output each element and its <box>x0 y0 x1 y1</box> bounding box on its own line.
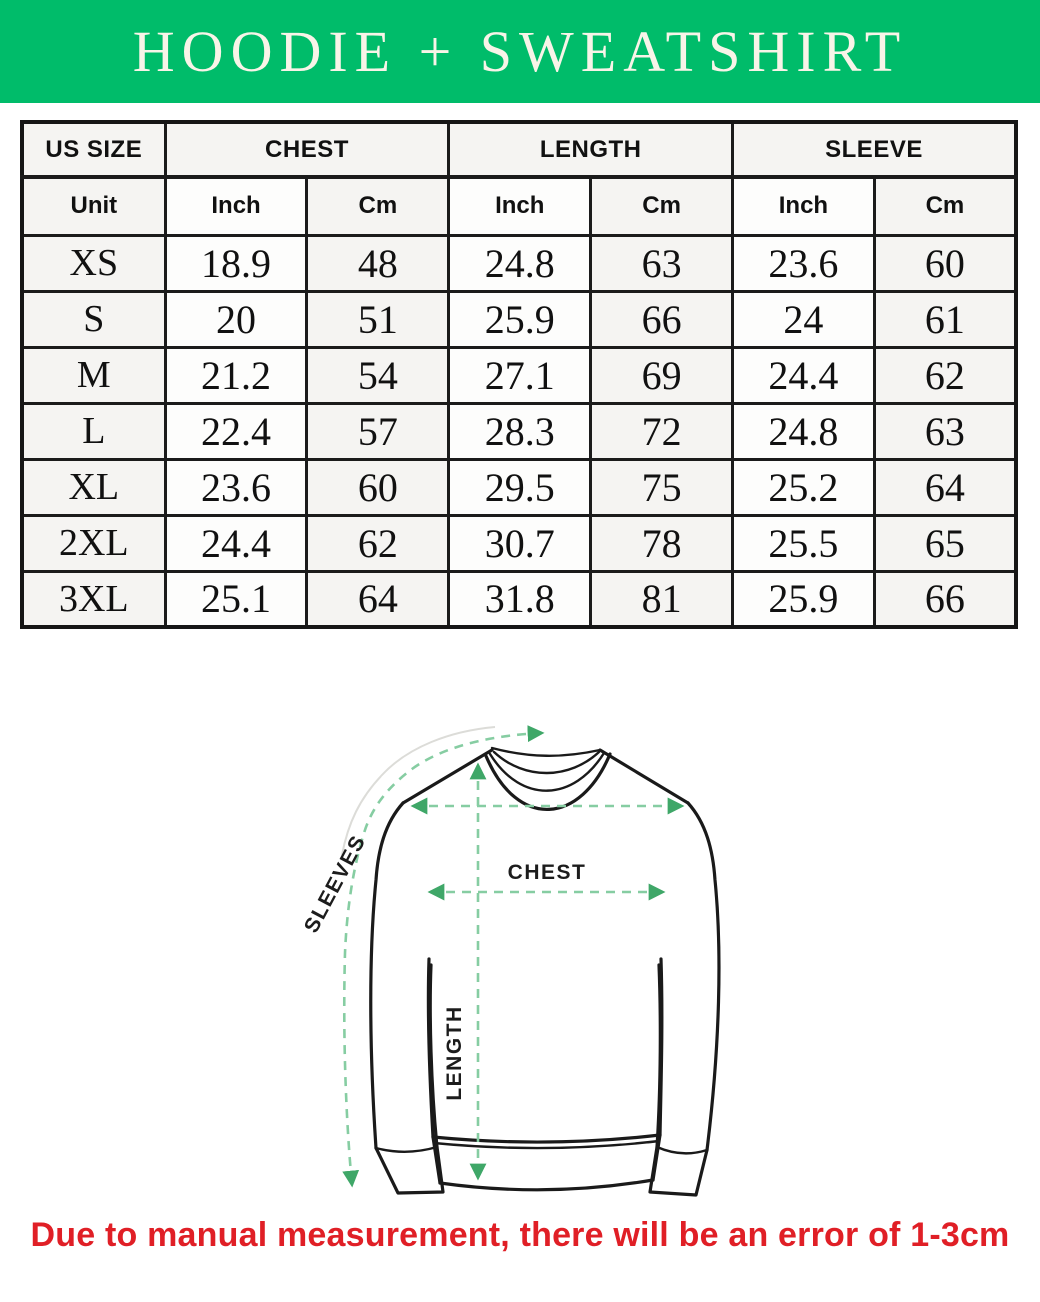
chest-inch-value: 21.2 <box>165 347 307 403</box>
sleeve-cm-value: 62 <box>874 347 1016 403</box>
title-banner <box>0 0 1040 103</box>
chest-cm-header: Cm <box>307 177 449 235</box>
chest-inch-value: 25.1 <box>165 571 307 627</box>
chest-inch-header: Inch <box>165 177 307 235</box>
length-inch-value: 29.5 <box>449 459 591 515</box>
chest-inch-value: 24.4 <box>165 515 307 571</box>
col-header-us-size: US SIZE <box>22 122 165 177</box>
size-row-label: XL <box>22 459 165 515</box>
length-inch-value: 31.8 <box>449 571 591 627</box>
length-cm-value: 66 <box>591 291 733 347</box>
length-inch-header: Inch <box>449 177 591 235</box>
sleeve-inch-value: 24.8 <box>733 403 875 459</box>
length-cm-value: 75 <box>591 459 733 515</box>
measurement-note: Due to manual measurement, there will be an error of 1-3cm <box>30 1216 1010 1254</box>
sleeve-inch-value: 24.4 <box>733 347 875 403</box>
table-row-xs <box>22 235 1016 291</box>
size-row-label: XS <box>22 235 165 291</box>
sleeve-cm-value: 65 <box>874 515 1016 571</box>
sleeve-cm-value: 63 <box>874 403 1016 459</box>
sleeve-cm-value: 61 <box>874 291 1016 347</box>
chest-inch-value: 18.9 <box>165 235 307 291</box>
length-inch-value: 28.3 <box>449 403 591 459</box>
table-row-l <box>22 403 1016 459</box>
sleeve-inch-value: 25.9 <box>733 571 875 627</box>
length-label: LENGTH <box>443 1005 466 1101</box>
table-group-header-row <box>22 122 1016 177</box>
sleeve-cm-value: 66 <box>874 571 1016 627</box>
chest-inch-value: 20 <box>165 291 307 347</box>
chest-inch-value: 23.6 <box>165 459 307 515</box>
sweatshirt-outline <box>371 748 719 1195</box>
length-cm-header: Cm <box>591 177 733 235</box>
chest-cm-value: 48 <box>307 235 449 291</box>
sleeve-inch-value: 25.5 <box>733 515 875 571</box>
size-row-label: 2XL <box>22 515 165 571</box>
size-row-label: M <box>22 347 165 403</box>
chest-cm-value: 54 <box>307 347 449 403</box>
size-row-label: L <box>22 403 165 459</box>
length-cm-value: 81 <box>591 571 733 627</box>
size-row-label: 3XL <box>22 571 165 627</box>
ghost-outline <box>342 727 495 855</box>
chest-cm-value: 62 <box>307 515 449 571</box>
length-inch-value: 27.1 <box>449 347 591 403</box>
sleeve-inch-value: 24 <box>733 291 875 347</box>
sweatshirt-illustration <box>300 695 760 1205</box>
length-inch-value: 24.8 <box>449 235 591 291</box>
table-row-s <box>22 291 1016 347</box>
table-unit-header-row <box>22 177 1016 235</box>
sweatshirt-diagram <box>300 695 760 1205</box>
chest-cm-value: 60 <box>307 459 449 515</box>
chest-inch-value: 22.4 <box>165 403 307 459</box>
chest-label: CHEST <box>507 861 587 884</box>
sleeve-cm-value: 64 <box>874 459 1016 515</box>
measurement-arrows <box>344 733 682 1185</box>
col-header-length: LENGTH <box>449 122 733 177</box>
chest-cm-value: 64 <box>307 571 449 627</box>
length-cm-value: 78 <box>591 515 733 571</box>
length-inch-value: 30.7 <box>449 515 591 571</box>
sleeve-inch-header: Inch <box>733 177 875 235</box>
chest-cm-value: 57 <box>307 403 449 459</box>
sleeves-label: SLEEVES <box>300 831 371 937</box>
length-cm-value: 69 <box>591 347 733 403</box>
length-cm-value: 63 <box>591 235 733 291</box>
size-row-label: S <box>22 291 165 347</box>
unit-header: Unit <box>22 177 165 235</box>
sleeve-inch-value: 25.2 <box>733 459 875 515</box>
chest-cm-value: 51 <box>307 291 449 347</box>
length-inch-value: 25.9 <box>449 291 591 347</box>
table-row-xl <box>22 459 1016 515</box>
col-header-chest: CHEST <box>165 122 449 177</box>
sleeve-inch-value: 23.6 <box>733 235 875 291</box>
sleeve-cm-value: 60 <box>874 235 1016 291</box>
table-row-m <box>22 347 1016 403</box>
table-row-2xl <box>22 515 1016 571</box>
size-table <box>20 120 1018 629</box>
page-title: HOODIE + SWEATSHIRT <box>132 19 908 84</box>
length-cm-value: 72 <box>591 403 733 459</box>
sleeve-cm-header: Cm <box>874 177 1016 235</box>
col-header-sleeve: SLEEVE <box>733 122 1017 177</box>
table-row-3xl <box>22 571 1016 627</box>
